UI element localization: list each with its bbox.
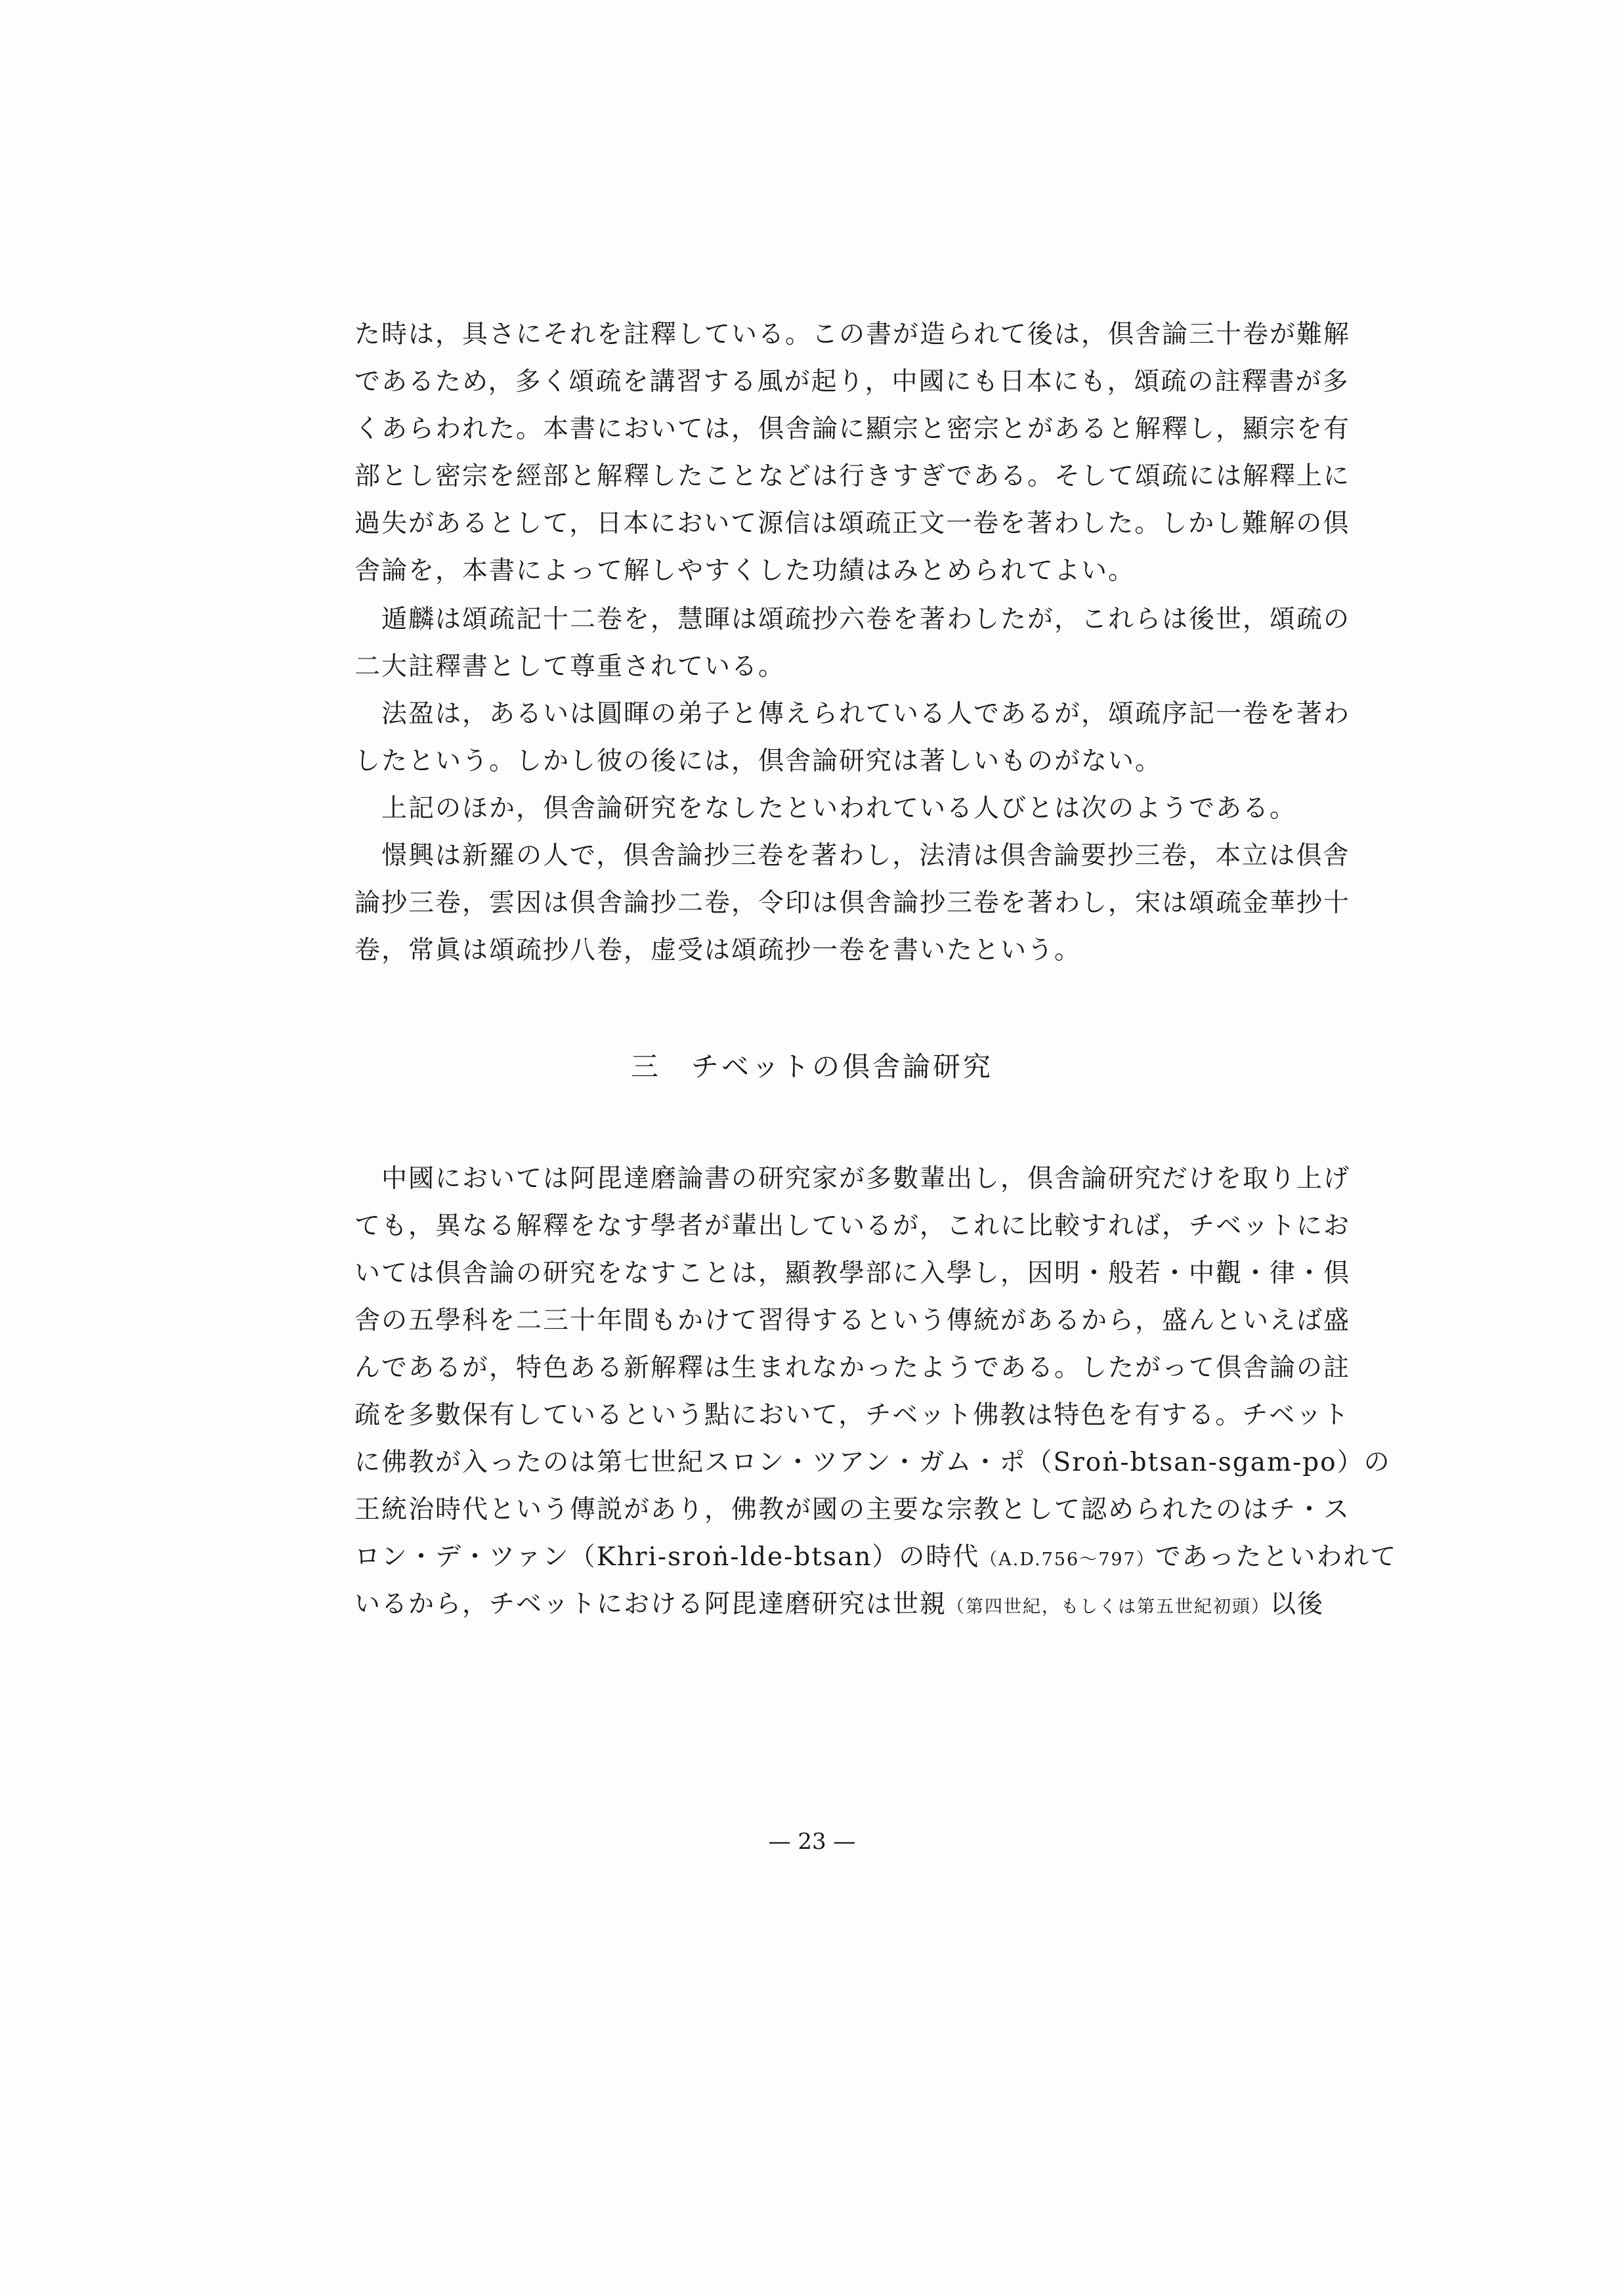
section-heading: 三 チベットの倶舎論研究 (630, 1051, 993, 1083)
text-line: 中國においては阿毘達磨論書の研究家が多數輩出し，倶舎論研究だけを取り上げ (354, 1164, 1351, 1194)
text-line: 王統治時代という傳説があり，佛教が國の主要な宗教として認められたのはチ・ス (354, 1495, 1351, 1525)
text-line: であるため，多く頌疏を講習する風が起り，中國にも日本にも，頌疏の註釋書が多 (354, 367, 1350, 397)
text-line (354, 1582, 1325, 1628)
text-line: 二大註釋書として尊重されている。 (354, 652, 786, 682)
text-line: 舎論を，本書によって解しやすくした功績はみとめられてよい。 (354, 556, 1136, 586)
page-number: — 23 — (768, 1829, 856, 1855)
text-line: 疏を多數保有しているという點において，チベット佛教は特色を有する。チベット (354, 1400, 1350, 1430)
text-line: 上記のほか，倶舎論研究をなしたといわれている人びとは次のようである。 (354, 794, 1297, 823)
text-line: ても，異なる解釋をなす學者が輩出しているが，これに比較すれば，チベットにお (354, 1211, 1351, 1241)
text-line: 卷，常眞は頌疏抄八卷，虚受は頌疏抄一卷を書いたという。 (354, 936, 1082, 965)
text-line: た時は，具さにそれを註釋している。この書が造られて後は，倶舎論三十卷が難解 (354, 320, 1351, 349)
text-line: いては倶舎論の研究をなすことは，顯教學部に入學し，因明・般若・中觀・律・倶 (354, 1259, 1351, 1288)
century-note: （第四世紀，もしくは第五世紀初頭） (947, 1597, 1271, 1617)
text-line: んであるが，特色ある新解釋は生まれなかったようである。したがって倶舎論の註 (354, 1353, 1351, 1383)
text-line: 過失があるとして，日本において源信は頌疏正文一卷を著わした。しかし難解の倶 (354, 509, 1350, 538)
text-line: 憬興は新羅の人で，倶舎論抄三卷を著わし，法清は倶舎論要抄三卷，本立は倶舎 (354, 841, 1350, 871)
text-line: くあらわれた。本書においては，倶舎論に顯宗と密宗とがあると解釋し，顯宗を有 (354, 414, 1351, 444)
text-line: 部とし密宗を經部と解釋したことなどは行きすぎである。そして頌疏には解釋上に (354, 462, 1351, 491)
text-line: 法盈は，あるいは圓暉の弟子と傳えられている人であるが，頌疏序記一卷を著わ (354, 699, 1351, 729)
text-line-segment: であったといわれて (1155, 1542, 1398, 1572)
text-line (354, 1534, 1398, 1580)
text-line-segment: ロン・デ・ツァン（Khri-sroṅ-lde-btsan）の時代 (354, 1542, 980, 1572)
text-line-segment: 以後 (1270, 1590, 1325, 1619)
text-line: 論抄三卷，雲因は倶舎論抄二卷，令印は倶舎論抄三卷を著わし，宋は頌疏金華抄十 (354, 888, 1351, 918)
text-line: に佛教が入ったのは第七世紀スロン・ツアン・ガム・ポ（Sroṅ-btsan-sgam-po）の (354, 1448, 1391, 1477)
text-line-segment: いるから，チベットにおける阿毘達磨研究は世親 (354, 1590, 947, 1619)
text-line: 遁麟は頌疏記十二卷を，慧暉は頌疏抄六卷を著わしたが，これらは後世，頌疏の (354, 605, 1351, 634)
text-line: したという。しかし彼の後には，倶舎論研究は著しいものがない。 (354, 747, 1163, 776)
text-line: 舎の五學科を二三十年間もかけて習得するという傳統があるから，盛んといえば盛 (354, 1306, 1351, 1335)
date-note: （A.D.756～797） (979, 1549, 1155, 1570)
